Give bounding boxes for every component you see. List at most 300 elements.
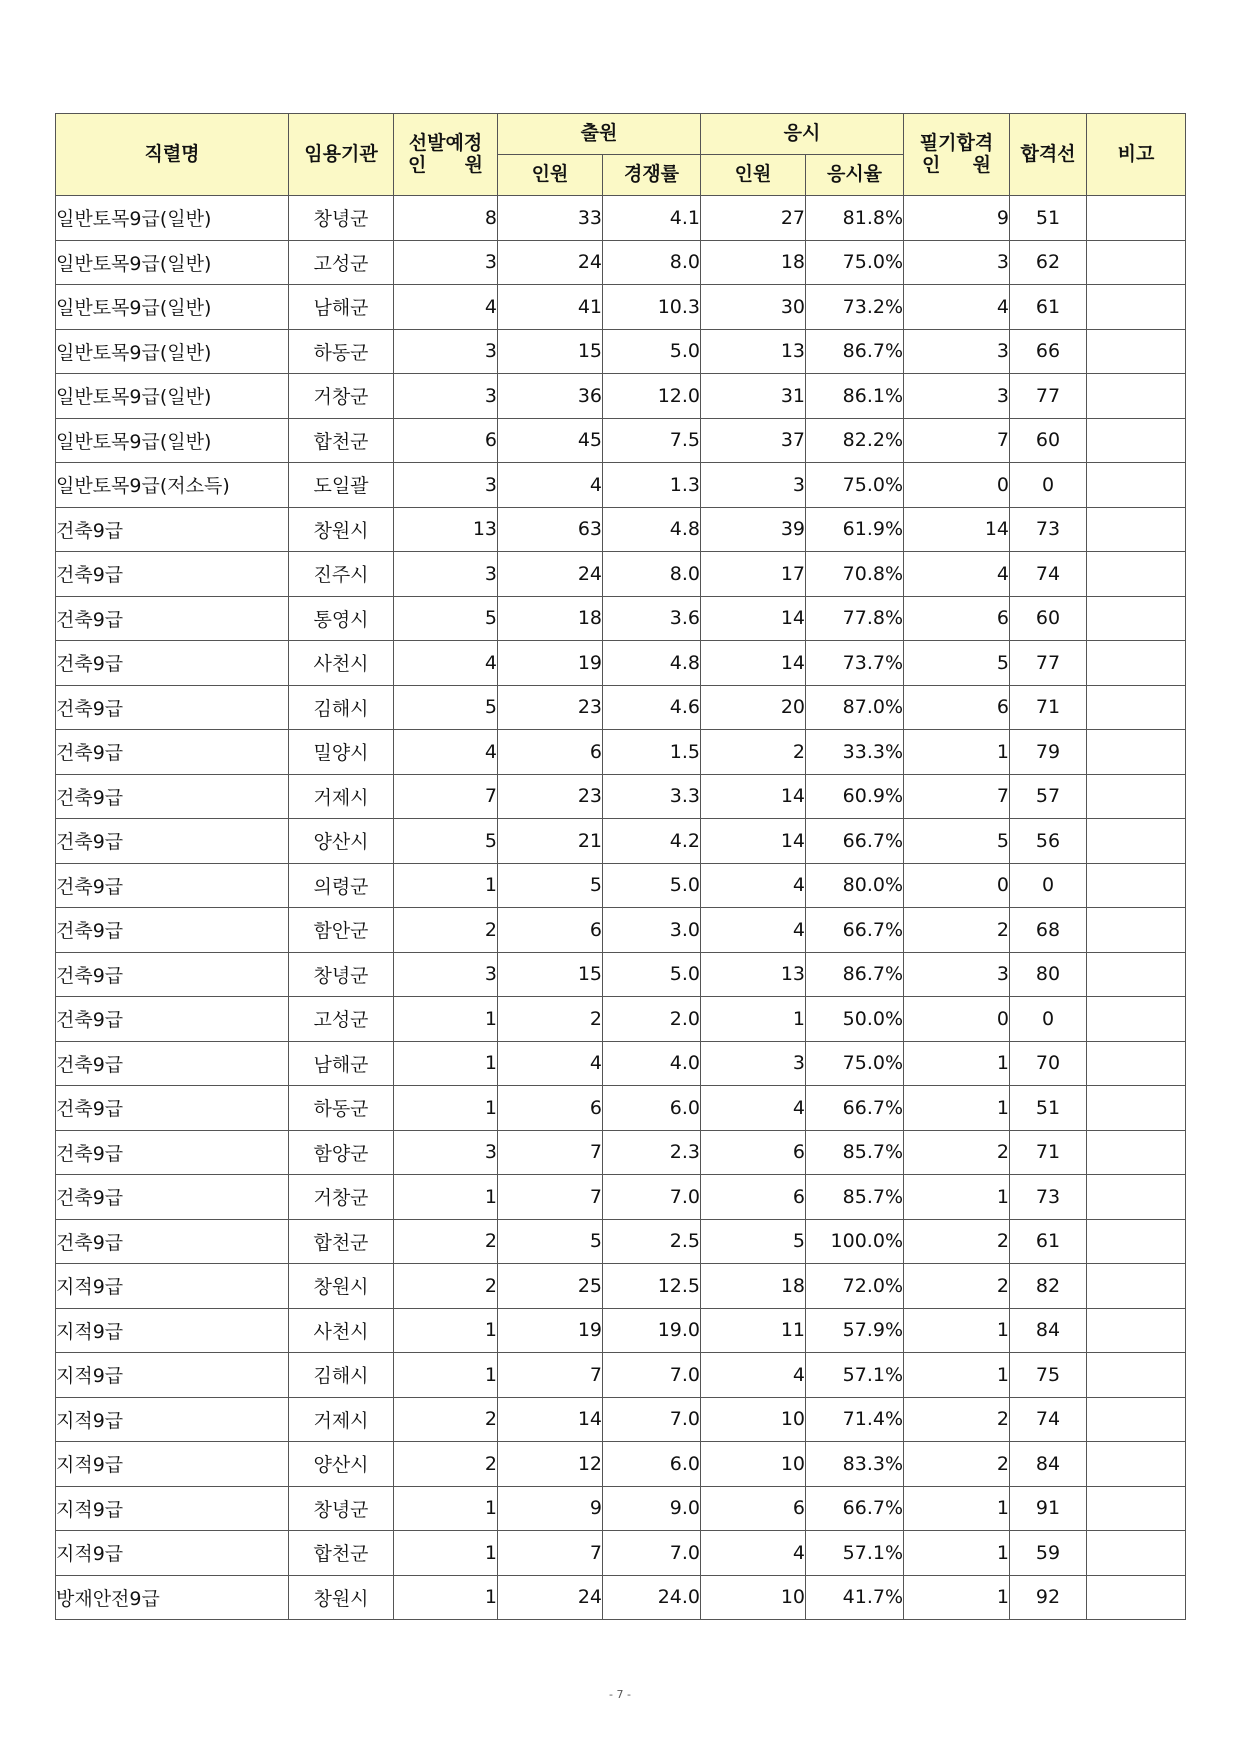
cell-job-title: 건축9급 <box>56 863 289 908</box>
cell-cutoff: 91 <box>1010 1486 1087 1531</box>
cell-planned: 1 <box>394 997 498 1042</box>
cell-planned: 3 <box>394 1130 498 1175</box>
table-header <box>56 114 1186 196</box>
cell-cutoff: 70 <box>1010 1041 1087 1086</box>
header-attendance-rate: 응시율 <box>806 155 904 196</box>
cell-cutoff: 77 <box>1010 374 1087 419</box>
cell-planned: 3 <box>394 952 498 997</box>
cell-applied-count: 19 <box>498 1308 603 1353</box>
cell-attended-count: 14 <box>701 641 806 686</box>
cell-attendance-rate: 57.1% <box>806 1531 904 1576</box>
cell-competition-ratio: 5.0 <box>603 863 701 908</box>
cell-attended-count: 6 <box>701 1130 806 1175</box>
cell-applied-count: 63 <box>498 507 603 552</box>
cell-planned: 4 <box>394 285 498 330</box>
cell-attended-count: 4 <box>701 863 806 908</box>
cell-applied-count: 15 <box>498 952 603 997</box>
cell-cutoff: 60 <box>1010 596 1087 641</box>
cell-competition-ratio: 6.0 <box>603 1442 701 1487</box>
cell-note <box>1087 730 1186 775</box>
cell-job-title: 지적9급 <box>56 1308 289 1353</box>
cell-applied-count: 36 <box>498 374 603 419</box>
cell-attended-count: 11 <box>701 1308 806 1353</box>
cell-agency: 밀양시 <box>289 730 394 775</box>
cell-passed: 3 <box>904 374 1010 419</box>
cell-passed: 4 <box>904 285 1010 330</box>
cell-cutoff: 74 <box>1010 1397 1087 1442</box>
header-job-title: 직렬명 <box>56 114 289 196</box>
cell-job-title: 건축9급 <box>56 819 289 864</box>
cell-applied-count: 7 <box>498 1353 603 1398</box>
cell-planned: 8 <box>394 196 498 241</box>
cell-planned: 1 <box>394 1353 498 1398</box>
cell-job-title: 건축9급 <box>56 1175 289 1220</box>
cell-planned: 1 <box>394 1308 498 1353</box>
cell-job-title: 일반토목9급(일반) <box>56 240 289 285</box>
cell-agency: 거제시 <box>289 774 394 819</box>
cell-applied-count: 2 <box>498 997 603 1042</box>
cell-attended-count: 3 <box>701 463 806 508</box>
cell-agency: 함양군 <box>289 1130 394 1175</box>
table-row <box>56 1397 1186 1442</box>
cell-applied-count: 24 <box>498 240 603 285</box>
cell-cutoff: 71 <box>1010 1130 1087 1175</box>
cell-competition-ratio: 8.0 <box>603 552 701 597</box>
cell-note <box>1087 1575 1186 1620</box>
cell-applied-count: 23 <box>498 685 603 730</box>
cell-passed: 0 <box>904 863 1010 908</box>
cell-applied-count: 4 <box>498 1041 603 1086</box>
table-row <box>56 641 1186 686</box>
cell-note <box>1087 285 1186 330</box>
cell-applied-count: 7 <box>498 1130 603 1175</box>
cell-attendance-rate: 72.0% <box>806 1264 904 1309</box>
cell-job-title: 방재안전9급 <box>56 1575 289 1620</box>
cell-competition-ratio: 4.8 <box>603 641 701 686</box>
header-attended: 응시 <box>701 114 904 155</box>
cell-applied-count: 4 <box>498 463 603 508</box>
cell-job-title: 일반토목9급(일반) <box>56 196 289 241</box>
cell-agency: 양산시 <box>289 819 394 864</box>
cell-planned: 1 <box>394 863 498 908</box>
header-applied: 출원 <box>498 114 701 155</box>
cell-attended-count: 10 <box>701 1397 806 1442</box>
cell-job-title: 지적9급 <box>56 1353 289 1398</box>
cell-cutoff: 74 <box>1010 552 1087 597</box>
cell-cutoff: 51 <box>1010 1086 1087 1131</box>
cell-competition-ratio: 7.0 <box>603 1397 701 1442</box>
cell-passed: 1 <box>904 1353 1010 1398</box>
cell-attended-count: 10 <box>701 1575 806 1620</box>
table-row <box>56 374 1186 419</box>
cell-applied-count: 5 <box>498 1219 603 1264</box>
cell-attended-count: 20 <box>701 685 806 730</box>
cell-competition-ratio: 1.3 <box>603 463 701 508</box>
table-row <box>56 1130 1186 1175</box>
table-row <box>56 1353 1186 1398</box>
cell-agency: 양산시 <box>289 1442 394 1487</box>
cell-applied-count: 18 <box>498 596 603 641</box>
cell-competition-ratio: 2.3 <box>603 1130 701 1175</box>
cell-note <box>1087 1264 1186 1309</box>
cell-cutoff: 60 <box>1010 418 1087 463</box>
cell-agency: 하동군 <box>289 329 394 374</box>
cell-cutoff: 62 <box>1010 240 1087 285</box>
table-row <box>56 329 1186 374</box>
cell-competition-ratio: 2.0 <box>603 997 701 1042</box>
cell-attended-count: 37 <box>701 418 806 463</box>
cell-attendance-rate: 66.7% <box>806 1486 904 1531</box>
cell-note <box>1087 552 1186 597</box>
cell-agency: 김해시 <box>289 1353 394 1398</box>
cell-passed: 0 <box>904 997 1010 1042</box>
cell-competition-ratio: 7.5 <box>603 418 701 463</box>
cell-agency: 남해군 <box>289 1041 394 1086</box>
cell-attended-count: 31 <box>701 374 806 419</box>
cell-attendance-rate: 83.3% <box>806 1442 904 1487</box>
cell-competition-ratio: 19.0 <box>603 1308 701 1353</box>
cell-passed: 14 <box>904 507 1010 552</box>
cell-applied-count: 21 <box>498 819 603 864</box>
cell-attendance-rate: 82.2% <box>806 418 904 463</box>
table-row <box>56 997 1186 1042</box>
cell-attended-count: 14 <box>701 596 806 641</box>
cell-passed: 1 <box>904 730 1010 775</box>
header-agency: 임용기관 <box>289 114 394 196</box>
cell-planned: 3 <box>394 552 498 597</box>
header-planned <box>394 114 498 196</box>
table-row <box>56 1442 1186 1487</box>
table-row <box>56 774 1186 819</box>
cell-cutoff: 80 <box>1010 952 1087 997</box>
table-row <box>56 1086 1186 1131</box>
cell-note <box>1087 463 1186 508</box>
cell-attendance-rate: 60.9% <box>806 774 904 819</box>
cell-planned: 4 <box>394 730 498 775</box>
cell-note <box>1087 774 1186 819</box>
cell-attendance-rate: 41.7% <box>806 1575 904 1620</box>
cell-job-title: 일반토목9급(일반) <box>56 285 289 330</box>
cell-passed: 1 <box>904 1531 1010 1576</box>
table-row <box>56 730 1186 775</box>
cell-job-title: 일반토목9급(저소득) <box>56 463 289 508</box>
cell-competition-ratio: 4.1 <box>603 196 701 241</box>
cell-passed: 1 <box>904 1575 1010 1620</box>
cell-attendance-rate: 66.7% <box>806 908 904 953</box>
cell-cutoff: 73 <box>1010 1175 1087 1220</box>
table-row <box>56 1575 1186 1620</box>
cell-cutoff: 84 <box>1010 1308 1087 1353</box>
cell-applied-count: 41 <box>498 285 603 330</box>
cell-attendance-rate: 75.0% <box>806 1041 904 1086</box>
cell-agency: 김해시 <box>289 685 394 730</box>
cell-competition-ratio: 4.6 <box>603 685 701 730</box>
cell-planned: 5 <box>394 819 498 864</box>
cell-job-title: 건축9급 <box>56 952 289 997</box>
header-passed-line2-a: 인 <box>922 153 941 176</box>
cell-applied-count: 7 <box>498 1175 603 1220</box>
header-passed-line2-b: 원 <box>972 153 991 176</box>
cell-attendance-rate: 75.0% <box>806 240 904 285</box>
cell-job-title: 건축9급 <box>56 1219 289 1264</box>
cell-cutoff: 61 <box>1010 285 1087 330</box>
cell-attendance-rate: 73.2% <box>806 285 904 330</box>
cell-planned: 13 <box>394 507 498 552</box>
cell-attendance-rate: 86.7% <box>806 952 904 997</box>
cell-passed: 1 <box>904 1175 1010 1220</box>
cell-applied-count: 15 <box>498 329 603 374</box>
cell-applied-count: 25 <box>498 1264 603 1309</box>
cell-cutoff: 0 <box>1010 997 1087 1042</box>
cell-passed: 2 <box>904 1219 1010 1264</box>
cell-agency: 하동군 <box>289 1086 394 1131</box>
table-row <box>56 552 1186 597</box>
cell-competition-ratio: 24.0 <box>603 1575 701 1620</box>
cell-agency: 거창군 <box>289 374 394 419</box>
cell-job-title: 지적9급 <box>56 1486 289 1531</box>
header-competition-ratio: 경쟁률 <box>603 155 701 196</box>
table-row <box>56 685 1186 730</box>
cell-job-title: 건축9급 <box>56 552 289 597</box>
table-row <box>56 507 1186 552</box>
cell-applied-count: 14 <box>498 1397 603 1442</box>
exam-results-table <box>55 113 1186 1620</box>
cell-attendance-rate: 85.7% <box>806 1130 904 1175</box>
cell-competition-ratio: 3.3 <box>603 774 701 819</box>
cell-passed: 5 <box>904 641 1010 686</box>
cell-agency: 사천시 <box>289 641 394 686</box>
cell-passed: 2 <box>904 1442 1010 1487</box>
header-attended-count: 인원 <box>701 155 806 196</box>
cell-competition-ratio: 5.0 <box>603 329 701 374</box>
cell-note <box>1087 1219 1186 1264</box>
cell-job-title: 지적9급 <box>56 1531 289 1576</box>
header-planned-line1: 선발예정 <box>408 131 483 154</box>
table-row <box>56 240 1186 285</box>
cell-job-title: 지적9급 <box>56 1264 289 1309</box>
cell-planned: 5 <box>394 596 498 641</box>
cell-note <box>1087 997 1186 1042</box>
cell-job-title: 건축9급 <box>56 1130 289 1175</box>
cell-attendance-rate: 61.9% <box>806 507 904 552</box>
cell-applied-count: 9 <box>498 1486 603 1531</box>
header-planned-line2-b: 원 <box>464 153 483 176</box>
cell-planned: 7 <box>394 774 498 819</box>
cell-attended-count: 1 <box>701 997 806 1042</box>
cell-agency: 함안군 <box>289 908 394 953</box>
cell-attendance-rate: 70.8% <box>806 552 904 597</box>
cell-competition-ratio: 4.0 <box>603 1041 701 1086</box>
cell-competition-ratio: 3.0 <box>603 908 701 953</box>
cell-attendance-rate: 85.7% <box>806 1175 904 1220</box>
cell-cutoff: 92 <box>1010 1575 1087 1620</box>
cell-note <box>1087 1531 1186 1576</box>
cell-attendance-rate: 100.0% <box>806 1219 904 1264</box>
cell-planned: 1 <box>394 1486 498 1531</box>
table-row <box>56 418 1186 463</box>
cell-applied-count: 24 <box>498 1575 603 1620</box>
cell-attended-count: 2 <box>701 730 806 775</box>
header-planned-line2 <box>394 155 497 177</box>
cell-applied-count: 33 <box>498 196 603 241</box>
cell-attendance-rate: 50.0% <box>806 997 904 1042</box>
table-row <box>56 1486 1186 1531</box>
table-row <box>56 1308 1186 1353</box>
cell-competition-ratio: 12.0 <box>603 374 701 419</box>
cell-job-title: 건축9급 <box>56 908 289 953</box>
cell-attendance-rate: 87.0% <box>806 685 904 730</box>
cell-job-title: 건축9급 <box>56 1041 289 1086</box>
table-row <box>56 908 1186 953</box>
cell-attended-count: 18 <box>701 240 806 285</box>
cell-attendance-rate: 86.7% <box>806 329 904 374</box>
cell-competition-ratio: 6.0 <box>603 1086 701 1131</box>
cell-job-title: 건축9급 <box>56 997 289 1042</box>
cell-cutoff: 68 <box>1010 908 1087 953</box>
cell-agency: 창녕군 <box>289 952 394 997</box>
cell-attended-count: 17 <box>701 552 806 597</box>
cell-note <box>1087 1308 1186 1353</box>
table-row <box>56 1531 1186 1576</box>
cell-cutoff: 75 <box>1010 1353 1087 1398</box>
cell-attended-count: 27 <box>701 196 806 241</box>
cell-attendance-rate: 73.7% <box>806 641 904 686</box>
cell-attendance-rate: 66.7% <box>806 1086 904 1131</box>
cell-agency: 창원시 <box>289 1264 394 1309</box>
cell-attendance-rate: 66.7% <box>806 819 904 864</box>
cell-passed: 6 <box>904 596 1010 641</box>
cell-planned: 2 <box>394 1264 498 1309</box>
cell-attendance-rate: 71.4% <box>806 1397 904 1442</box>
cell-agency: 창원시 <box>289 1575 394 1620</box>
table-row <box>56 819 1186 864</box>
cell-attended-count: 4 <box>701 1531 806 1576</box>
cell-note <box>1087 1353 1186 1398</box>
cell-note <box>1087 908 1186 953</box>
cell-agency: 합천군 <box>289 1219 394 1264</box>
cell-applied-count: 6 <box>498 730 603 775</box>
cell-job-title: 일반토목9급(일반) <box>56 374 289 419</box>
cell-agency: 창원시 <box>289 507 394 552</box>
cell-attendance-rate: 33.3% <box>806 730 904 775</box>
header-passed-line1: 필기합격 <box>919 131 994 154</box>
cell-attended-count: 30 <box>701 285 806 330</box>
cell-note <box>1087 507 1186 552</box>
cell-attendance-rate: 86.1% <box>806 374 904 419</box>
cell-note <box>1087 1175 1186 1220</box>
cell-cutoff: 51 <box>1010 196 1087 241</box>
cell-cutoff: 73 <box>1010 507 1087 552</box>
cell-cutoff: 66 <box>1010 329 1087 374</box>
cell-passed: 1 <box>904 1486 1010 1531</box>
cell-note <box>1087 1397 1186 1442</box>
cell-competition-ratio: 2.5 <box>603 1219 701 1264</box>
cell-applied-count: 5 <box>498 863 603 908</box>
table-row <box>56 1041 1186 1086</box>
cell-competition-ratio: 7.0 <box>603 1353 701 1398</box>
cell-passed: 1 <box>904 1086 1010 1131</box>
header-cutoff: 합격선 <box>1010 114 1087 196</box>
cell-planned: 5 <box>394 685 498 730</box>
cell-agency: 고성군 <box>289 997 394 1042</box>
cell-planned: 3 <box>394 329 498 374</box>
cell-note <box>1087 819 1186 864</box>
cell-planned: 2 <box>394 1219 498 1264</box>
cell-applied-count: 19 <box>498 641 603 686</box>
cell-planned: 4 <box>394 641 498 686</box>
cell-applied-count: 45 <box>498 418 603 463</box>
cell-attended-count: 10 <box>701 1442 806 1487</box>
table-row <box>56 1219 1186 1264</box>
table-row <box>56 1175 1186 1220</box>
cell-note <box>1087 1130 1186 1175</box>
cell-job-title: 지적9급 <box>56 1397 289 1442</box>
cell-attended-count: 14 <box>701 774 806 819</box>
cell-applied-count: 7 <box>498 1531 603 1576</box>
page-number: - 7 - <box>609 1688 631 1701</box>
cell-job-title: 건축9급 <box>56 730 289 775</box>
cell-note <box>1087 374 1186 419</box>
cell-job-title: 건축9급 <box>56 685 289 730</box>
cell-attended-count: 5 <box>701 1219 806 1264</box>
cell-passed: 1 <box>904 1308 1010 1353</box>
cell-attended-count: 6 <box>701 1175 806 1220</box>
cell-cutoff: 79 <box>1010 730 1087 775</box>
cell-planned: 1 <box>394 1531 498 1576</box>
cell-job-title: 건축9급 <box>56 774 289 819</box>
cell-planned: 1 <box>394 1086 498 1131</box>
cell-passed: 7 <box>904 774 1010 819</box>
cell-agency: 거제시 <box>289 1397 394 1442</box>
table-row <box>56 463 1186 508</box>
cell-passed: 2 <box>904 1264 1010 1309</box>
cell-note <box>1087 863 1186 908</box>
cell-note <box>1087 418 1186 463</box>
cell-cutoff: 71 <box>1010 685 1087 730</box>
cell-applied-count: 12 <box>498 1442 603 1487</box>
cell-applied-count: 6 <box>498 908 603 953</box>
cell-passed: 0 <box>904 463 1010 508</box>
cell-cutoff: 77 <box>1010 641 1087 686</box>
cell-applied-count: 6 <box>498 1086 603 1131</box>
cell-competition-ratio: 7.0 <box>603 1175 701 1220</box>
cell-passed: 3 <box>904 952 1010 997</box>
cell-note <box>1087 329 1186 374</box>
cell-agency: 고성군 <box>289 240 394 285</box>
cell-passed: 2 <box>904 1397 1010 1442</box>
cell-attended-count: 13 <box>701 952 806 997</box>
cell-attended-count: 14 <box>701 819 806 864</box>
cell-attended-count: 18 <box>701 1264 806 1309</box>
cell-note <box>1087 685 1186 730</box>
cell-cutoff: 57 <box>1010 774 1087 819</box>
cell-attendance-rate: 57.1% <box>806 1353 904 1398</box>
table-row <box>56 596 1186 641</box>
cell-planned: 3 <box>394 374 498 419</box>
cell-passed: 2 <box>904 1130 1010 1175</box>
cell-passed: 5 <box>904 819 1010 864</box>
table-body <box>56 196 1186 1620</box>
cell-planned: 6 <box>394 418 498 463</box>
cell-passed: 3 <box>904 329 1010 374</box>
cell-cutoff: 61 <box>1010 1219 1087 1264</box>
cell-attended-count: 4 <box>701 1353 806 1398</box>
cell-attendance-rate: 81.8% <box>806 196 904 241</box>
cell-attended-count: 13 <box>701 329 806 374</box>
cell-passed: 6 <box>904 685 1010 730</box>
cell-note <box>1087 196 1186 241</box>
cell-attendance-rate: 57.9% <box>806 1308 904 1353</box>
